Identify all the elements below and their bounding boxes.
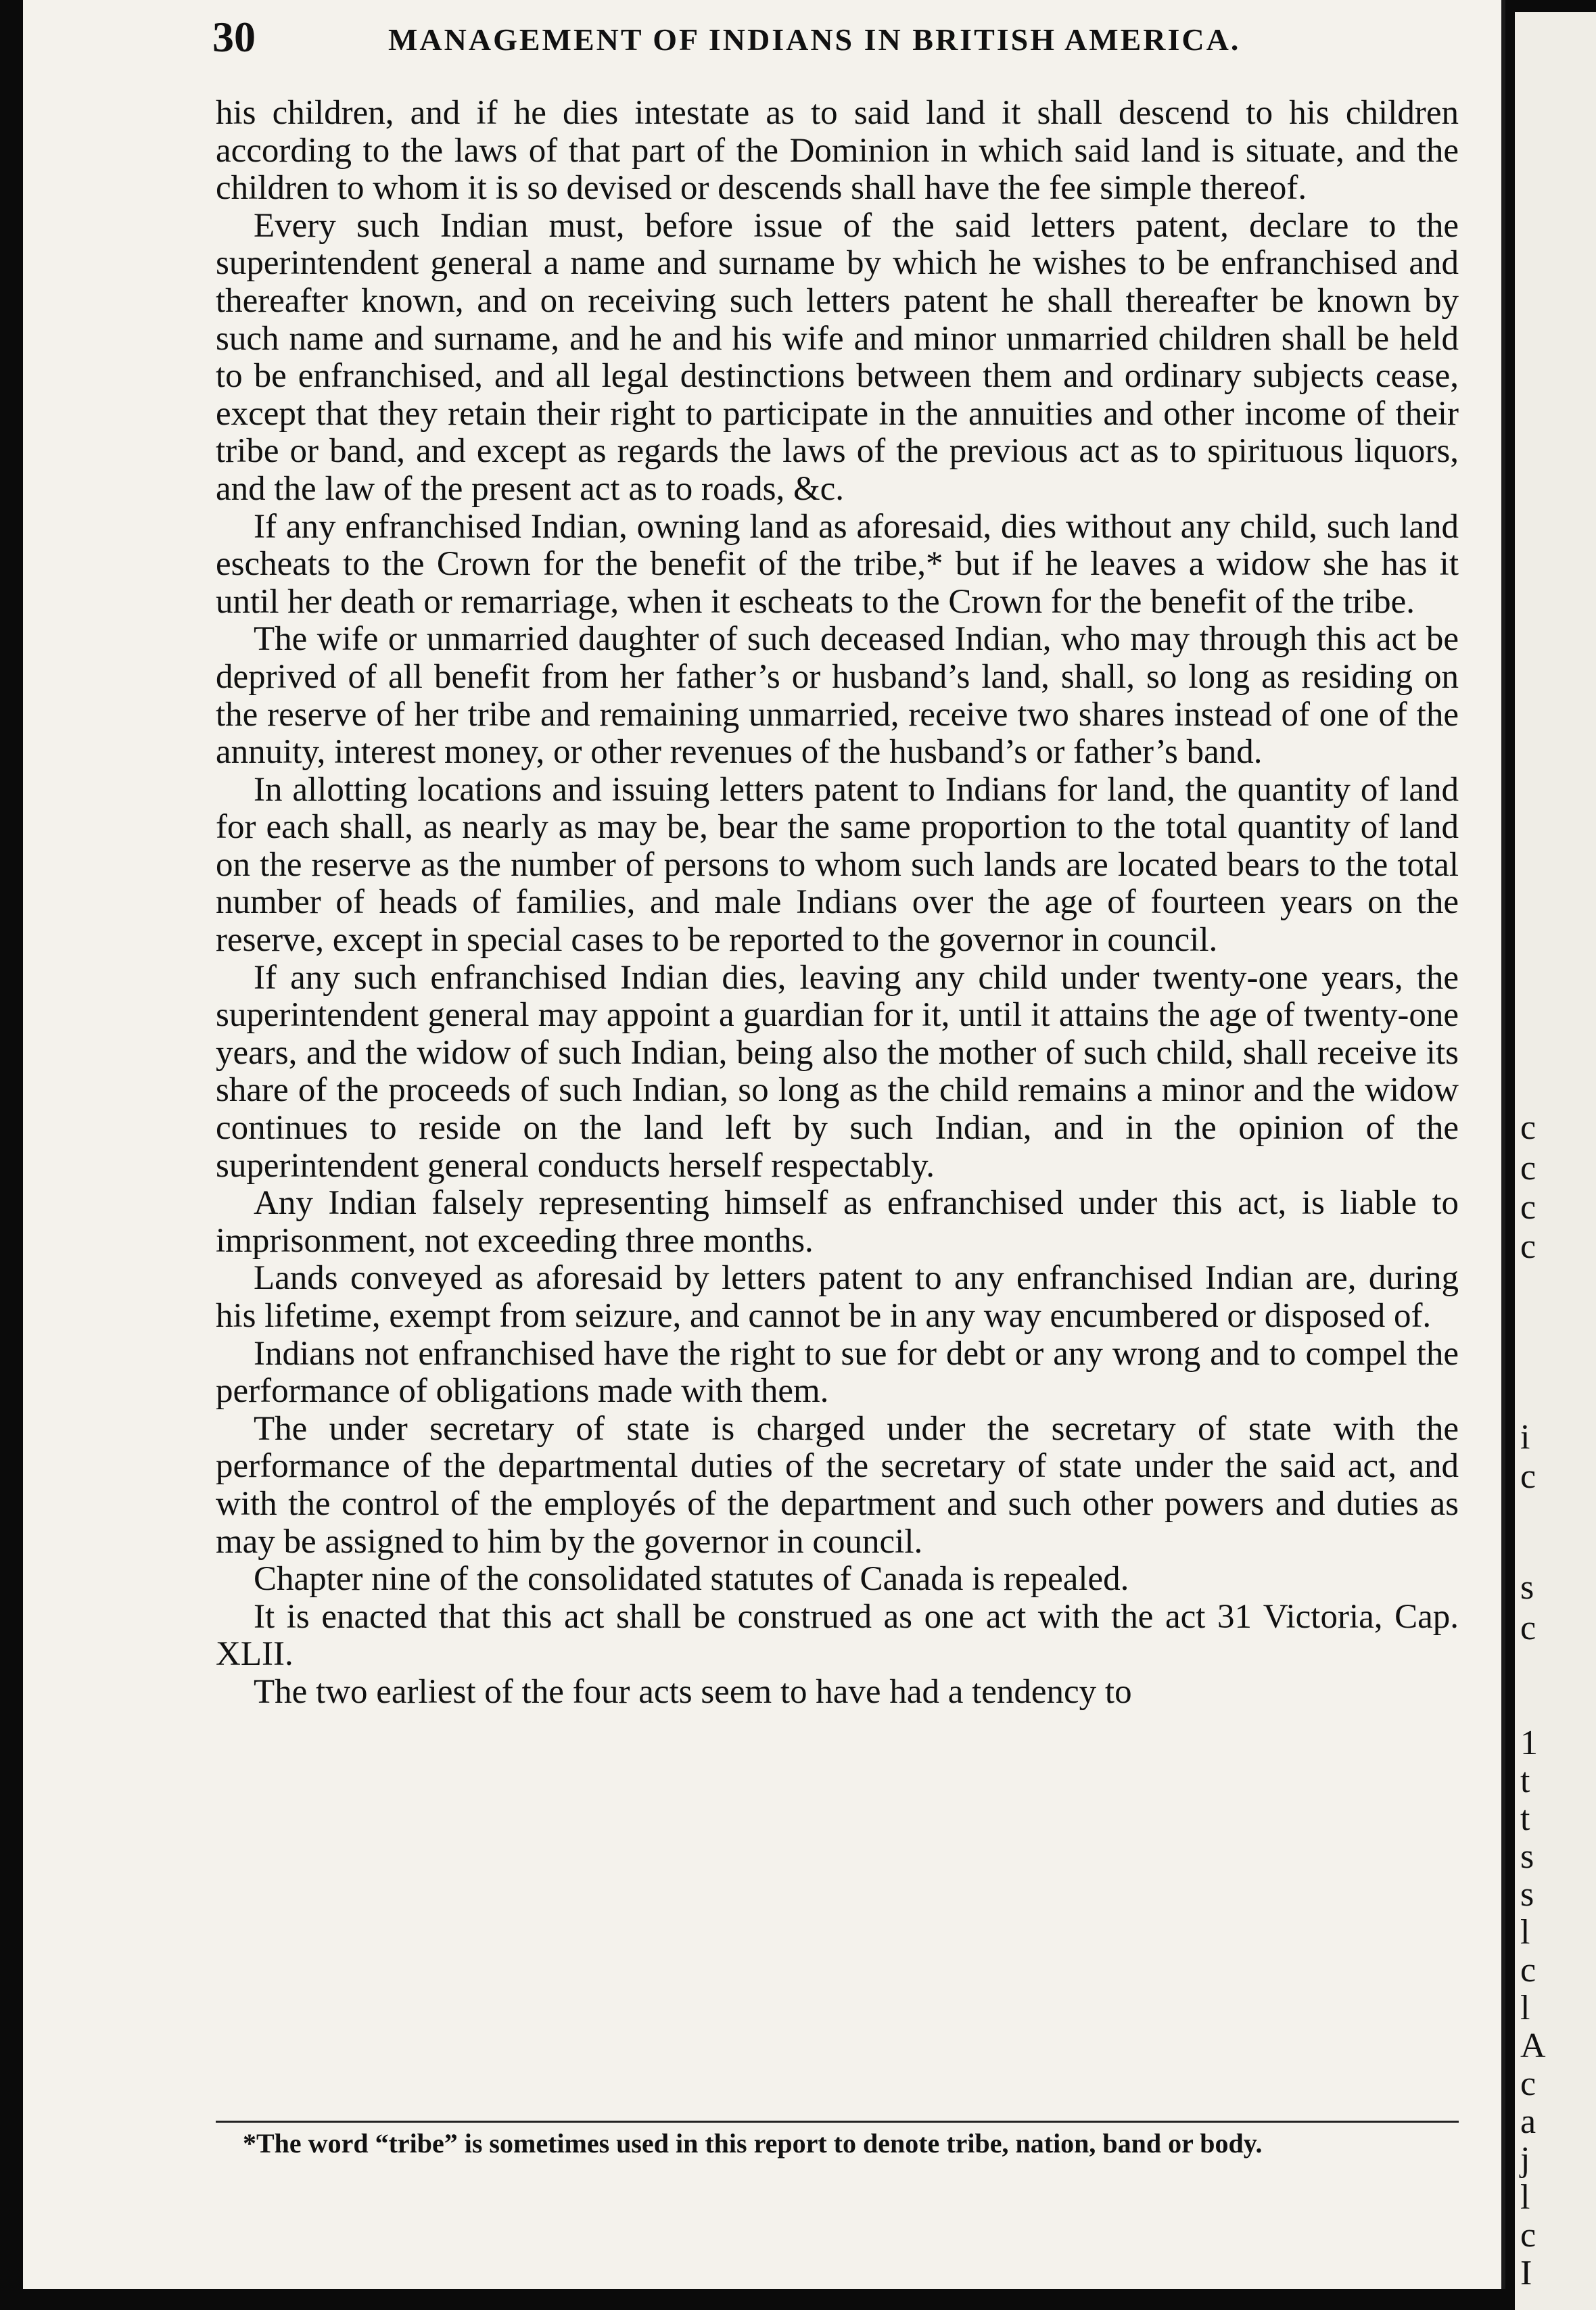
next-page-fragment: j xyxy=(1520,2140,1530,2179)
next-page-fragment: c xyxy=(1520,1457,1536,1496)
next-page-fragment: A xyxy=(1520,2027,1546,2065)
paragraph: The wife or unmarried daughter of such deceased Indian, who may through this act be deprived of all benefit from her father’s or husband’s land, shall, so long as residing on the reserve of her tribe and remaining unmarried, receive two shares instead of one of the annuity, interest money, or other revenues of the husband’s or father’s band. xyxy=(216,620,1459,772)
book-page xyxy=(23,0,1505,2289)
next-page-fragment: c xyxy=(1520,1188,1536,1227)
next-page-fragment: t xyxy=(1520,1799,1530,1838)
footnote-rule xyxy=(216,2121,1459,2123)
next-page-fragment: s xyxy=(1520,1875,1534,1914)
next-page-fragment: c xyxy=(1520,1227,1536,1266)
paragraph: If any such enfranchised Indian dies, leaving any child under twenty-one years, the superintendent general may appoint a guardian for it, until it attains the age of twenty-one years, and the widow of such Indian, being also the mother of such child, shall receive its share of the proceeds of such Indian, so long as the child remains a minor and the widow continues to reside on the land left by such Indian, and in the opinion of the superintendent general conducts herself respectably. xyxy=(216,958,1459,1185)
next-page-fragment: c xyxy=(1520,2216,1536,2255)
paragraph: Any Indian falsely representing himself as enfranchised under this act, is liable to imprisonment, not exceeding three months. xyxy=(216,1184,1459,1260)
paragraph: his children, and if he dies intestate as to said land it shall descend to his children according to the laws of that part of the Dominion in which said land is situate, and the children to whom it is so devised or descends shall have the fee simple thereof. xyxy=(216,94,1459,208)
next-page-fragment: c xyxy=(1520,1951,1536,1989)
paragraph: Indians not enfranchised have the right to sue for debt or any wrong and to compel the performance of obligations made with them. xyxy=(216,1334,1459,1411)
next-page-fragment: l xyxy=(1520,1913,1530,1952)
paragraph: It is enacted that this act shall be construed as one act with the act 31 Victoria, Cap. XLII. xyxy=(216,1597,1459,1674)
next-page-fragment: s xyxy=(1520,1837,1534,1876)
footnote: *The word “tribe” is sometimes used in this report to denote tribe, nation, band or body. xyxy=(243,2128,1263,2159)
next-page-fragment: c xyxy=(1520,1609,1536,1647)
paragraph: In allotting locations and issuing letters patent to Indians for land, the quantity of land for each shall, as nearly as may be, bear the same proportion to the total quantity of land on the reserve as the number of persons to whom such lands are located bears to the total number of heads of families, and male Indians over the age of fourteen years on the reserve, except in special cases to be reported to the governor in council. xyxy=(216,770,1459,960)
next-page-fragment: c xyxy=(1520,1149,1536,1187)
body-text xyxy=(216,95,1459,1712)
next-page-fragment: I xyxy=(1520,2254,1532,2292)
next-page-fragment: i xyxy=(1520,1418,1530,1457)
next-page-edge xyxy=(1515,12,1596,2310)
next-page-fragment: 1 xyxy=(1520,1724,1538,1762)
paragraph: The two earliest of the four acts seem to have had a tendency to xyxy=(254,1672,1132,1711)
next-page-fragment: c xyxy=(1520,1108,1536,1147)
paragraph: If any enfranchised Indian, owning land as aforesaid, dies without any child, such land escheats to the Crown for the benefit of the tribe,* but if he leaves a widow she has it until her death or remarriage, when it escheats to the Crown for the benefit of the tribe. xyxy=(216,507,1459,621)
paragraph: Chapter nine of the consolidated statutes of Canada is repealed. xyxy=(254,1560,1129,1599)
running-title: MANAGEMENT OF INDIANS IN BRITISH AMERICA. xyxy=(388,22,1241,57)
page-number: 30 xyxy=(212,13,256,61)
paragraph: Lands conveyed as aforesaid by letters patent to any enfranchised Indian are, during his lifetime, exempt from seizure, and cannot be in any way encumbered or disposed of. xyxy=(216,1259,1459,1335)
next-page-fragment: l xyxy=(1520,1989,1530,2027)
next-page-fragment: a xyxy=(1520,2102,1536,2141)
next-page-fragment: t xyxy=(1520,1762,1530,1800)
next-page-fragment: s xyxy=(1520,1568,1534,1607)
paragraph: Every such Indian must, before issue of the said letters patent, declare to the superintendent general a name and surname by which he wishes to be enfranchised and thereafter known, and on receiving such letters patent he shall thereafter be known by such name and surname, and he and his wife and minor unmarried children shall be held to be enfranchised, and all legal destinctions between them and ordinary subjects cease, except that they retain their right to participate in the annuities and other income of their tribe or band, and except as regards the laws of the previous act as to spirituous liquors, and the law of the present act as to roads, &c. xyxy=(216,206,1459,508)
next-page-fragment: l xyxy=(1520,2178,1530,2217)
paragraph: The under secretary of state is charged under the secretary of state with the performance of the departmental duties of the secretary of state under the said act, and with the control of the employés of the department and such other powers and duties as may be assigned to him by the governor in council. xyxy=(216,1409,1459,1561)
page-header xyxy=(145,12,1497,66)
next-page-fragment: c xyxy=(1520,2065,1536,2103)
